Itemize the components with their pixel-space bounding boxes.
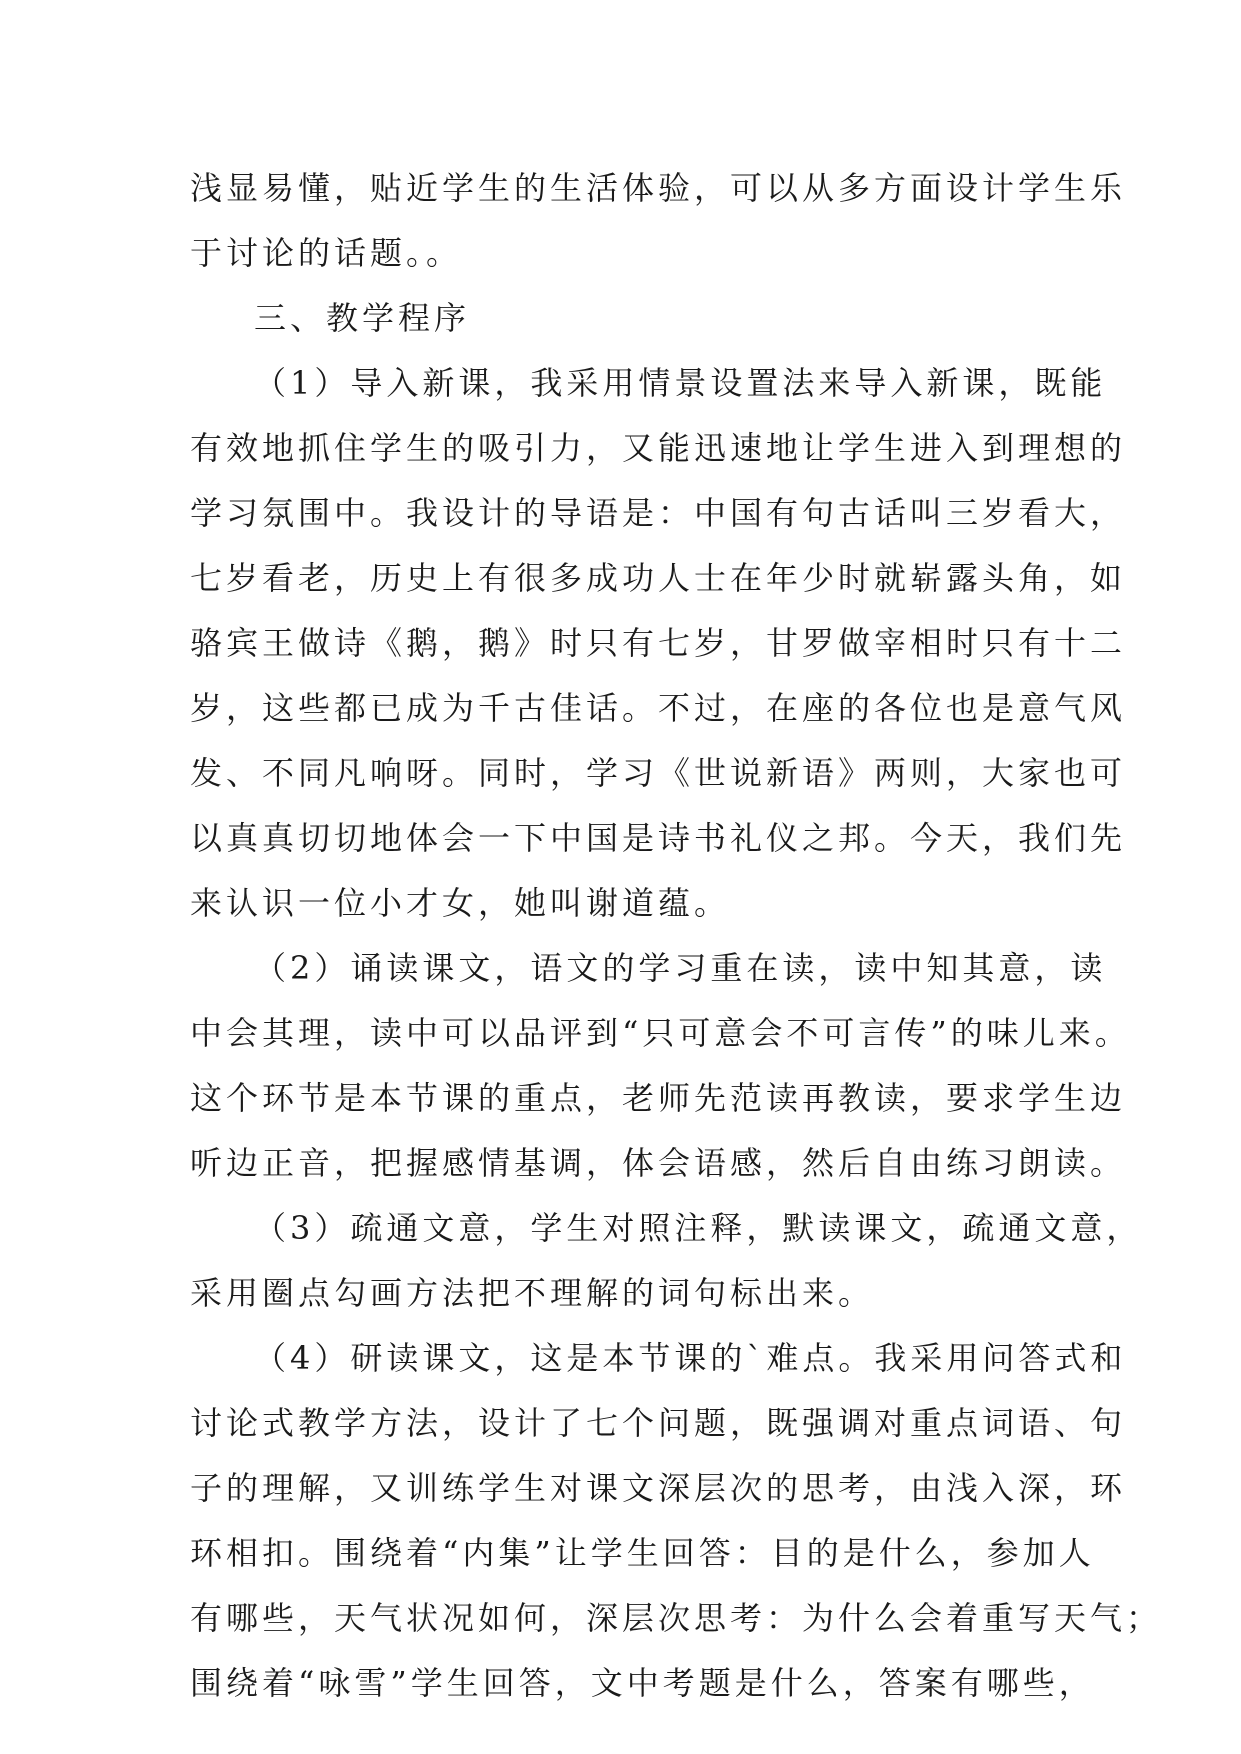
text-line-7: 七岁看老，历史上有很多成功人士在年少时就崭露头角，如 (190, 559, 1127, 597)
text-line-2: 于讨论的话题。。 (190, 234, 463, 272)
text-line-18: 采用圈点勾画方法把不理解的词句标出来。 (190, 1274, 875, 1312)
section-heading: 三、教学程序 (254, 299, 471, 337)
text-line-14: 中会其理，读中可以品评到“只可意会不可言传”的味儿来。 (190, 1014, 1131, 1052)
text-line-9: 岁，这些都已成为千古佳话。不过，在座的各位也是意气风 (190, 689, 1127, 727)
text-line-13: （2）诵读课文，语文的学习重在读，读中知其意，读 (254, 949, 1107, 987)
text-line-10: 发、不同凡响呀。同时，学习《世说新语》两则，大家也可 (190, 754, 1127, 792)
text-line-20: 讨论式教学方法，设计了七个问题，既强调对重点词语、句 (190, 1404, 1127, 1442)
text-line-1: 浅显易懂，贴近学生的生活体验，可以从多方面设计学生乐 (190, 169, 1127, 207)
text-line-24: 围绕着“咏雪”学生回答，文中考题是什么，答案有哪些， (190, 1664, 1095, 1702)
text-line-5: 有效地抓住学生的吸引力，又能迅速地让学生进入到理想的 (190, 429, 1127, 467)
body-text (190, 156, 1163, 1716)
text-line-6: 学习氛围中。我设计的导语是：中国有句古话叫三岁看大， (190, 494, 1127, 532)
text-line-11: 以真真切切地体会一下中国是诗书礼仪之邦。今天，我们先 (190, 819, 1127, 857)
text-line-17: （3）疏通文意，学生对照注释，默读课文，疏通文意， (254, 1209, 1143, 1247)
text-line-19: （4）研读课文，这是本节课的`难点。我采用问答式和 (254, 1339, 1127, 1377)
text-line-21: 子的理解，又训练学生对课文深层次的思考，由浅入深，环 (190, 1469, 1127, 1507)
text-line-15: 这个环节是本节课的重点，老师先范读再教读，要求学生边 (190, 1079, 1127, 1117)
text-line-4: （1）导入新课，我采用情景设置法来导入新课，既能 (254, 364, 1107, 402)
text-line-22: 环相扣。围绕着“内集”让学生回答：目的是什么，参加人 (190, 1534, 1095, 1572)
text-line-12: 来认识一位小才女，她叫谢道蕴。 (190, 884, 731, 922)
text-line-23: 有哪些，天气状况如何，深层次思考：为什么会着重写天气； (190, 1599, 1163, 1637)
text-line-16: 听边正音，把握感情基调，体会语感，然后自由练习朗读。 (190, 1144, 1127, 1182)
text-line-8: 骆宾王做诗《鹅，鹅》时只有七岁，甘罗做宰相时只有十二 (190, 624, 1127, 662)
